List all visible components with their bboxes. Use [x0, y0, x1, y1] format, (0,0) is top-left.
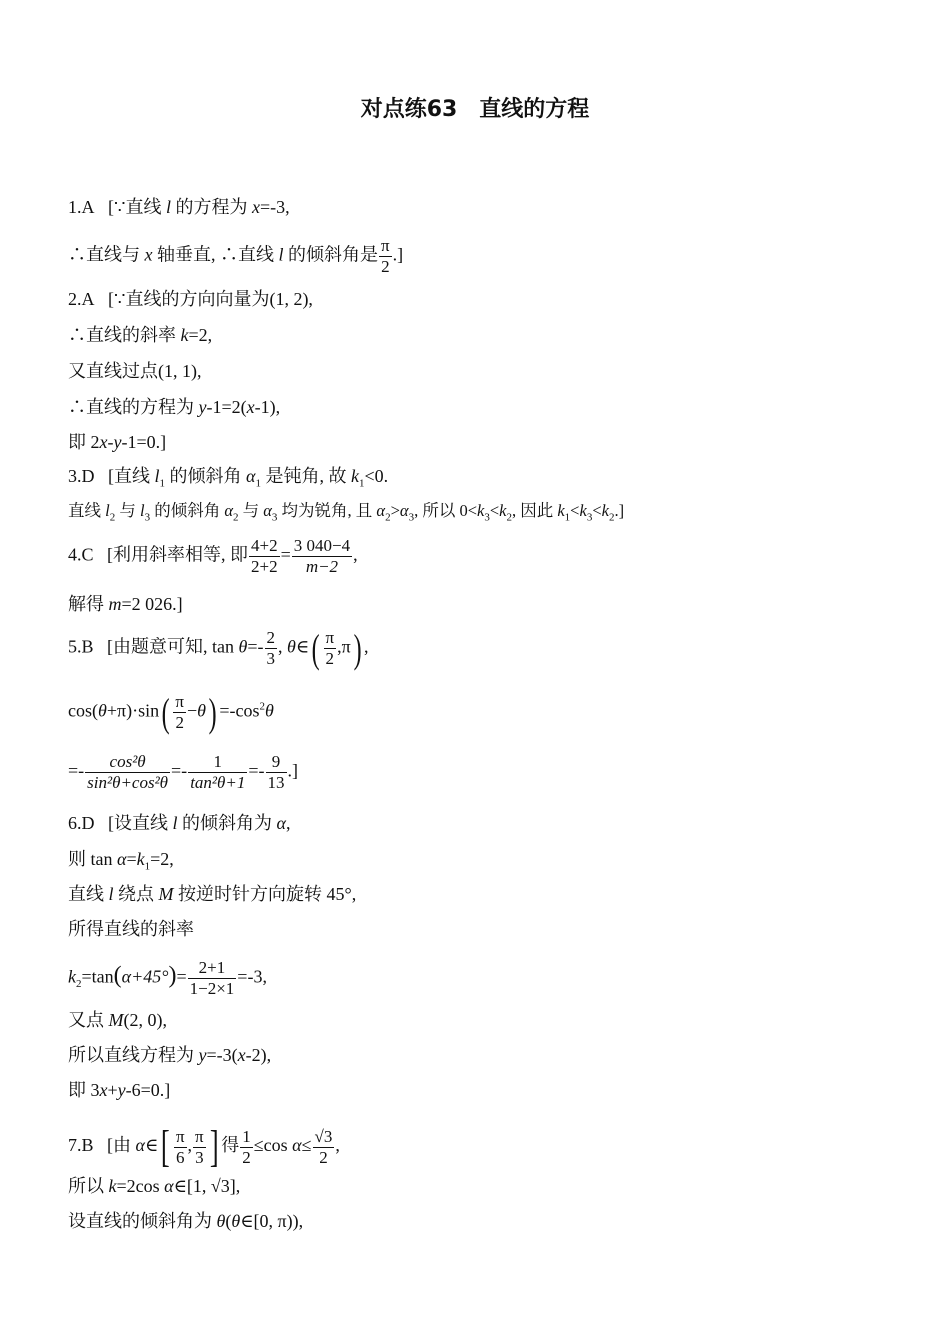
- answer-4-line-1: 4.C [利用斜率相等, 即 $\frac{4+2}{2+2}$ = $\frac{3 040-4}{m-2}$ ,: [68, 536, 358, 576]
- answer-3-line-2: 直线 $l_2$ 与 $l_3$ 的倾斜角 $\alpha_2$ 与 $\alpha_3$ 均为锐角, 且 $\alpha_2>\alpha_3$, 所以 $0<k_3<k_2$, 因此 $k_1<k_3<k_2$.]: [68, 501, 625, 524]
- answer-6-line-1: 6.D [设直线 l 的倾斜角为 α,: [68, 813, 291, 833]
- fraction: $\frac{2+1}{1-2\times 1}$: [189, 958, 235, 998]
- answer-6-line-3: 直线 l 绕点 M 按逆时针方向旋转 45°,: [68, 884, 357, 904]
- fraction: $\frac{1}{\text{tan²θ+1}}$: [190, 752, 246, 792]
- answer-6-line-5: $k_2=\tan(\alpha+45^\circ)=$ $\frac{2+1}{1-2\times 1}$ =-3,: [68, 958, 267, 998]
- answer-2-line-5: 即 2x-y-1=0.]: [68, 432, 167, 452]
- answer-7-line-3: 设直线的倾斜角为 θ(θ∈[0, π)),: [68, 1211, 304, 1231]
- answer-2-line-4: ∴直线的方程为 y-1=2(x-1),: [68, 397, 281, 417]
- answer-2-line-3: 又直线过点(1, 1),: [68, 361, 202, 381]
- answer-5-line-1: 5.B [由题意可知, tan θ=- $\frac{2}{3}$ , θ∈( $\frac{\pi}{2}$ ,π) ,: [68, 625, 369, 671]
- answer-7-line-2: 所以 k=2cos α∈[1, √3],: [68, 1176, 241, 1196]
- fraction: $\frac{\pi}{3}$: [195, 1126, 204, 1167]
- answer-5-line-2: cos(θ+π)·sin( $\frac{\pi}{2}$ $-\theta) =-\cos^2\theta$: [68, 689, 274, 735]
- answer-1-line-1: 1.A [∵直线 l 的方程为 x=-3,: [68, 197, 290, 217]
- fraction: $\frac{3 040-4}{m-2}$: [293, 536, 351, 576]
- fraction: $\frac{\pi}{2}$: [325, 628, 335, 668]
- fraction: $\frac{2}{3}$: [266, 628, 275, 668]
- answer-7-line-1: 7.B [由 α∈[ $\frac{\pi}{6}$ , $\frac{\pi}{3}$ ] 得 $\frac{1}{2}$ ≤cos α≤ $\frac{√3}{2}$ ,: [68, 1122, 340, 1171]
- answer-6-line-8: 即 3x+y-6=0.]: [68, 1080, 171, 1100]
- answer-6-line-4: 所得直线的斜率: [68, 919, 194, 939]
- fraction: $\frac{1}{2}$: [242, 1126, 251, 1167]
- answer-5-line-3: =- $\frac{\text{cos²θ}}{\text{sin²θ+cos²θ}}$ =- $\frac{1}{\text{tan²θ+1}}$ =- $\frac{9}{13}$ .]: [68, 752, 298, 792]
- fraction: $\frac{√3}{2}$: [314, 1126, 333, 1167]
- answer-6-line-7: 所以直线方程为 y=-3(x-2),: [68, 1045, 272, 1065]
- answer-6-line-2: 则 $\tan \alpha=k_1=2$,: [68, 849, 174, 873]
- answer-2-line-1: 2.A [∵直线的方向向量为(1, 2),: [68, 289, 313, 309]
- fraction: $\frac{9}{13}$: [267, 752, 285, 792]
- fraction: $\frac{\pi}{2}$: [381, 236, 390, 276]
- fraction: $\frac{4+2}{2+2}$: [251, 536, 278, 576]
- answer-3-line-1: 3.D [直线 $l_1$ 的倾斜角 $\alpha_1$ 是钝角, 故 $k_1<0$.: [68, 466, 389, 490]
- fraction: $\frac{\text{cos²θ}}{\text{sin²θ+cos²θ}}$: [87, 752, 169, 792]
- fraction: $\frac{\pi}{6}$: [175, 1126, 185, 1167]
- page-title: 对点练63 直线的方程: [360, 97, 590, 122]
- answer-6-line-6: 又点 M(2, 0),: [68, 1010, 167, 1030]
- answer-1-line-2: ∴直线与 x 轴垂直, ∴直线 l 的倾斜角是 $\frac{\pi}{2}$ .]: [68, 236, 404, 276]
- fraction: $\frac{\pi}{2}$: [175, 692, 184, 732]
- answer-4-line-2: 解得 m=2 026.]: [68, 594, 183, 614]
- answer-2-line-2: ∴直线的斜率 k=2,: [68, 325, 213, 345]
